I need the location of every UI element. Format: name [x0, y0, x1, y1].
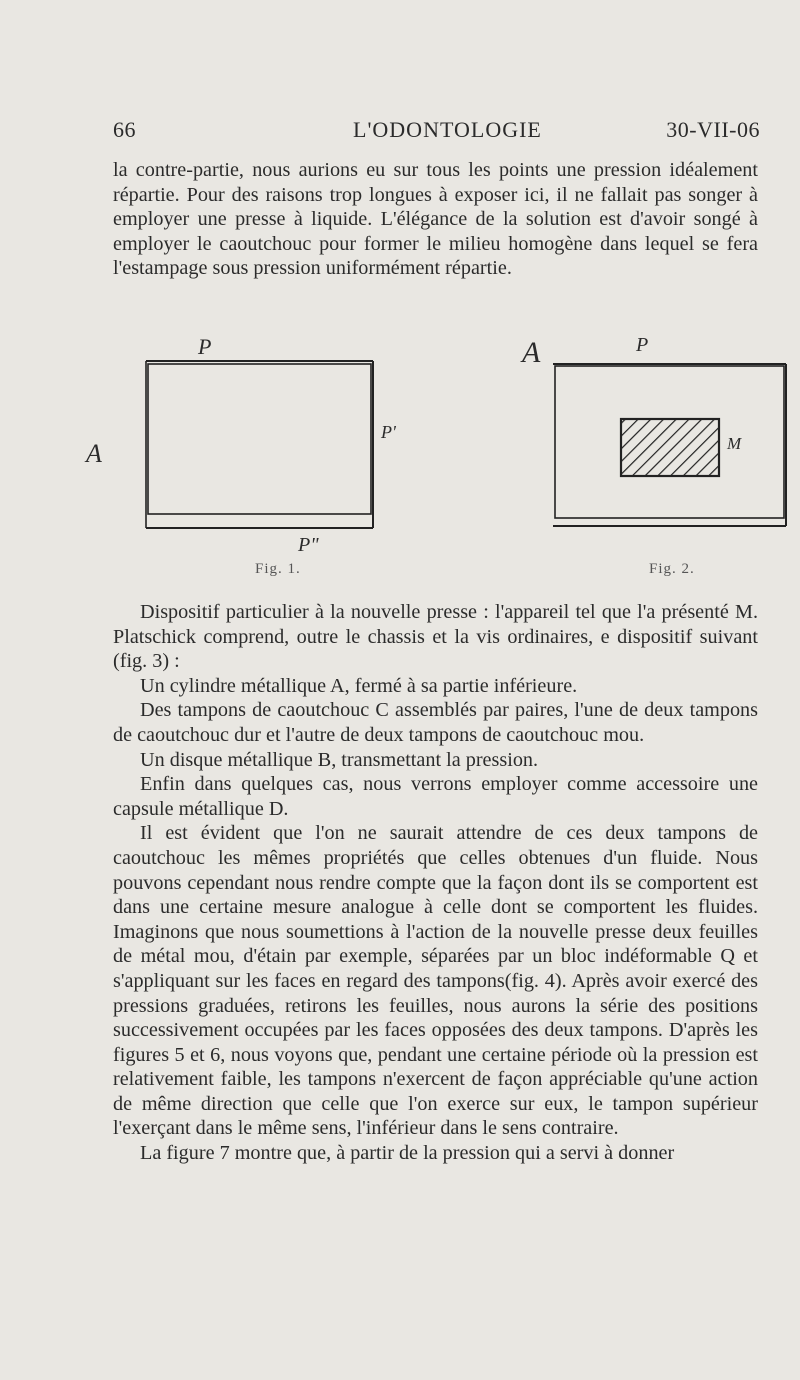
figures — [0, 0, 800, 600]
fig2-caption: Fig. 2. — [649, 561, 695, 577]
fig1-label-bottom: P" — [298, 534, 319, 556]
fig2-metal-block — [621, 419, 719, 476]
issue-date: 30-VII-06 — [666, 117, 760, 142]
paragraph-1: Dispositif particulier à la nouvelle presse : l'appareil tel que l'a présenté M. Platschick comprend, outre le chassis et la vis ordinaires, e dispositif suivant (fig. 3) : — [113, 601, 758, 673]
fig1-label-left: A — [86, 439, 102, 468]
figure-1 — [84, 334, 397, 577]
journal-title: L'ODONTOLOGIE — [353, 117, 542, 142]
fig2-label-top: P — [636, 334, 649, 356]
paragraph-2: Un cylindre métallique A, fermé à sa partie inférieure. — [140, 674, 578, 697]
paragraph-6: Il est évident que l'on ne saurait attendre de ces deux tampons de caoutchouc les mêmes propriétés que celles obtenues d'un fluide. Nous pouvons cependant nous rendre compte que la façon dont ils se comportent est dans une certaine mesure analogue à celle dont se comportent les fluides. Imaginons que nous soumettions à l'action de la nouvelle presse deux feuilles de métal mou, d'étain par exemple, séparées par un bloc indéformable Q et s'appliquant sur les faces en regard des tampons(fig. 4). Après avoir exercé des pressions graduées, retirons les feuilles, nous aurons la série des positions successivement occupées par les faces opposées des deux tampons. D'après les figures 5 et 6, nous voyons que, pendant une certaine période où la pression est relativement faible, les tampons n'exercent de façon appréciable qu'une action de même direction que celle que l'on exerce sur eux, le tampon supérieur l'exerçant dans le même sens, l'inférieur dans le sens contraire. — [113, 822, 758, 1140]
fig1-label-right: P' — [381, 422, 396, 442]
fig2-label-inner: M — [727, 434, 742, 453]
page-number: 66 — [113, 117, 136, 142]
fig1-box — [148, 364, 371, 514]
paragraph-3: Des tampons de caoutchouc C assemblés par paires, l'une de deux tampons de caoutchouc dur et l'autre de deux tampons de caoutchouc mou. — [113, 699, 758, 746]
paragraph-4: Un disque métallique B, transmettant la pression. — [140, 748, 539, 771]
paragraph-7: La figure 7 montre que, à partir de la pression qui a servi à donner — [140, 1142, 675, 1165]
fig1-caption: Fig. 1. — [255, 561, 301, 577]
main-text — [113, 600, 758, 1166]
fig1-label-top: P — [198, 334, 212, 359]
fig2-label-left: A — [522, 336, 541, 369]
figure-2 — [520, 334, 786, 577]
paragraph-5: Enfin dans quelques cas, nous verrons employer comme accessoire une capsule métallique D. — [113, 773, 758, 820]
paragraph-continuation: la contre-partie, nous aurions eu sur tous les points une pression idéalement répartie. Pour des raisons trop longues à exposer ici, il ne fallait pas songer à employer une presse à liquide. L'élégance de la solution est d'avoir songé à employer le caoutchouc pour former le milieu homogène dans lequel se fera l'estampage sous pression uniformément répartie. — [113, 159, 758, 280]
